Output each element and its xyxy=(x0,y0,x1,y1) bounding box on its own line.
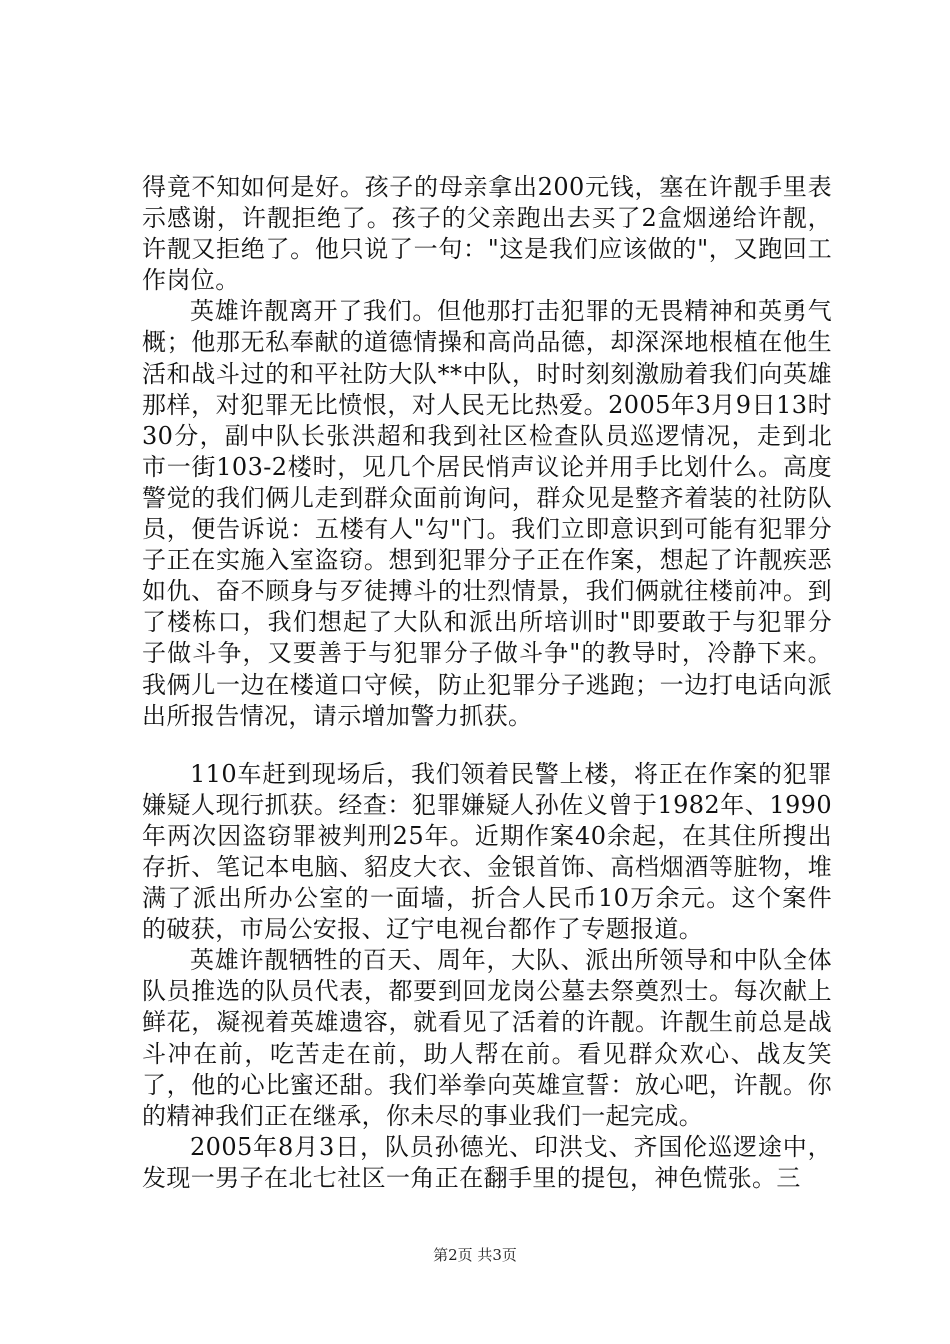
page-number-footer: 第2页 共3页 xyxy=(433,1246,517,1264)
paragraph-gap xyxy=(142,732,832,759)
paragraph-1: 得竟不知如何是好。孩子的母亲拿出200元钱，塞在许靓手里表示感谢，许靓拒绝了。孩子的父亲跑出去买了2盒烟递给许靓，许靓又拒绝了。他只说了一句："这是我们应该做的"，又跑回工作岗位。 xyxy=(142,173,832,295)
paragraph-2: 英雄许靓离开了我们。但他那打击犯罪的无畏精神和英勇气概；他那无私奉献的道德情操和高尚品德，却深深地根植在他生活和战斗过的和平社防大队**中队，时时刻刻激励着我们向英雄那样，对犯罪无比愤恨，对人民无比热爱。2005年3月9日13时30分，副中队长张洪超和我到社区检查队员巡逻情况，走到北市一街103-2楼时，见几个居民悄声议论并用手比划什么。高度警觉的我们俩儿走到群众面前询问，群众见是整齐着装的社防队员，便告诉说：五楼有人"勾"门。我们立即意识到可能有犯罪分子正在实施入室盗窃。想到犯罪分子正在作案，想起了许靓疾恶如仇、奋不顾身与歹徒搏斗的壮烈情景，我们俩就往楼前冲。到了楼栋口，我们想起了大队和派出所培训时"即要敢于与犯罪分子做斗争，又要善于与犯罪分子做斗争"的教导时，冷静下来。我俩儿一边在楼道口守候，防止犯罪分子逃跑；一边打电话向派出所报告情况，请示增加警力抓获。 xyxy=(142,297,832,730)
paragraph-4: 英雄许靓牺牲的百天、周年，大队、派出所领导和中队全体队员推选的队员代表，都要到回龙岗公墓去祭奠烈士。每次献上鲜花，凝视着英雄遗容，就看见了活着的许靓。许靓生前总是战斗冲在前，吃苦走在前，助人帮在前。看见群众欢心、战友笑了，他的心比蜜还甜。我们举拳向英雄宣誓：放心吧，许靓。你的精神我们正在继承，你未尽的事业我们一起完成。 xyxy=(142,946,832,1130)
paragraph-5: 2005年8月3日，队员孙德光、印洪戈、齐国伦巡逻途中，发现一男子在北七社区一角正在翻手里的提包，神色慌张。三 xyxy=(142,1132,832,1192)
document-body xyxy=(142,172,832,1194)
paragraph-3: 110车赶到现场后，我们领着民警上楼，将正在作案的犯罪嫌疑人现行抓获。经查：犯罪嫌疑人孙佐义曾于1982年、1990年两次因盗窃罪被判刑25年。近期作案40余起，在其住所搜出存折、笔记本电脑、貂皮大衣、金银首饰、高档烟酒等脏物，堆满了派出所办公室的一面墙，折合人民币10万余元。这个案件的破获，市局公安报、辽宁电视台都作了专题报道。 xyxy=(142,759,832,944)
